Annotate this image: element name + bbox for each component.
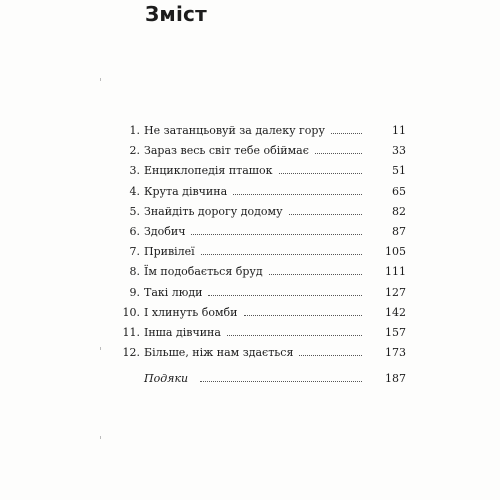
chapter-title: Інша дівчина bbox=[144, 325, 221, 339]
chapter-title: Крута дівчина bbox=[144, 184, 228, 198]
chapter-number: 7. bbox=[129, 245, 140, 259]
chapter-number: 2. bbox=[129, 144, 140, 158]
chapter-title: Привілеї bbox=[144, 245, 195, 259]
chapter-title: Знайдіть дорогу додому bbox=[144, 204, 283, 218]
chapter-number: 12. bbox=[122, 346, 140, 360]
table-of-contents bbox=[112, 121, 406, 389]
chapter-number: 11. bbox=[122, 325, 140, 339]
dot-leader bbox=[279, 173, 362, 174]
dot-leader bbox=[208, 295, 362, 296]
dot-leader bbox=[201, 254, 362, 255]
page-number: 65 bbox=[392, 184, 406, 198]
toc-entry-6[interactable] bbox=[112, 222, 406, 242]
page-number: 142 bbox=[385, 305, 406, 319]
page-edge-mark bbox=[100, 436, 101, 439]
chapter-title: Не затанцьовуй за далеку гору bbox=[144, 124, 325, 137]
page-number: 127 bbox=[385, 285, 406, 299]
toc-entry-8[interactable] bbox=[112, 262, 406, 282]
page-number: 51 bbox=[392, 164, 406, 178]
dot-leader bbox=[244, 315, 363, 316]
toc-entry-2[interactable] bbox=[112, 141, 406, 161]
toc-entry-acknowledgements[interactable] bbox=[112, 369, 406, 389]
page-number: 33 bbox=[392, 144, 406, 158]
toc-entry-4[interactable] bbox=[112, 182, 406, 202]
toc-entry-12[interactable] bbox=[112, 343, 406, 363]
chapter-number: 10. bbox=[122, 305, 140, 319]
toc-entry-11[interactable] bbox=[112, 323, 406, 343]
dot-leader bbox=[289, 214, 362, 215]
chapter-number: 4. bbox=[129, 184, 140, 198]
chapter-title: Енциклопедія пташок bbox=[144, 164, 273, 178]
page-number: 187 bbox=[385, 372, 406, 386]
dot-leader bbox=[299, 355, 362, 356]
page-title: Зміст bbox=[145, 2, 207, 26]
dot-leader bbox=[233, 194, 362, 195]
toc-entry-3[interactable] bbox=[112, 161, 406, 181]
page-number: 105 bbox=[385, 245, 406, 259]
page-number: 87 bbox=[392, 224, 406, 238]
chapter-title: Зараз весь світ тебе обіймає bbox=[144, 144, 309, 158]
chapter-number: 6. bbox=[129, 224, 140, 238]
dot-leader bbox=[331, 133, 362, 134]
chapter-title: Такі люди bbox=[144, 285, 203, 299]
chapter-title: Їм подобається бруд bbox=[144, 265, 263, 279]
chapter-number: 1. bbox=[129, 124, 140, 137]
dot-leader bbox=[200, 381, 362, 382]
toc-entry-7[interactable] bbox=[112, 242, 406, 262]
toc-entry-9[interactable] bbox=[112, 283, 406, 303]
page-edge-mark bbox=[100, 78, 101, 81]
backmatter-title: Подяки bbox=[144, 372, 189, 386]
dot-leader bbox=[191, 234, 362, 235]
chapter-number: 5. bbox=[129, 204, 140, 218]
chapter-number: 3. bbox=[129, 164, 140, 178]
chapter-number: 8. bbox=[129, 265, 140, 279]
chapter-title: Здобич bbox=[144, 224, 186, 238]
toc-entry-5[interactable] bbox=[112, 202, 406, 222]
chapter-number: 9. bbox=[129, 285, 140, 299]
chapter-title: І хлинуть бомби bbox=[144, 305, 238, 319]
toc-entry-10[interactable] bbox=[112, 303, 406, 323]
page-number: 82 bbox=[392, 204, 406, 218]
dot-leader bbox=[227, 335, 362, 336]
dot-leader bbox=[315, 153, 362, 154]
dot-leader bbox=[269, 274, 362, 275]
page-number: 11 bbox=[392, 124, 406, 137]
page-edge-mark bbox=[100, 347, 101, 350]
toc-entry-1[interactable] bbox=[112, 121, 406, 141]
page-number: 173 bbox=[385, 346, 406, 360]
page-number: 157 bbox=[385, 325, 406, 339]
page-number: 111 bbox=[385, 265, 406, 279]
chapter-title: Більше, ніж нам здається bbox=[144, 346, 294, 360]
